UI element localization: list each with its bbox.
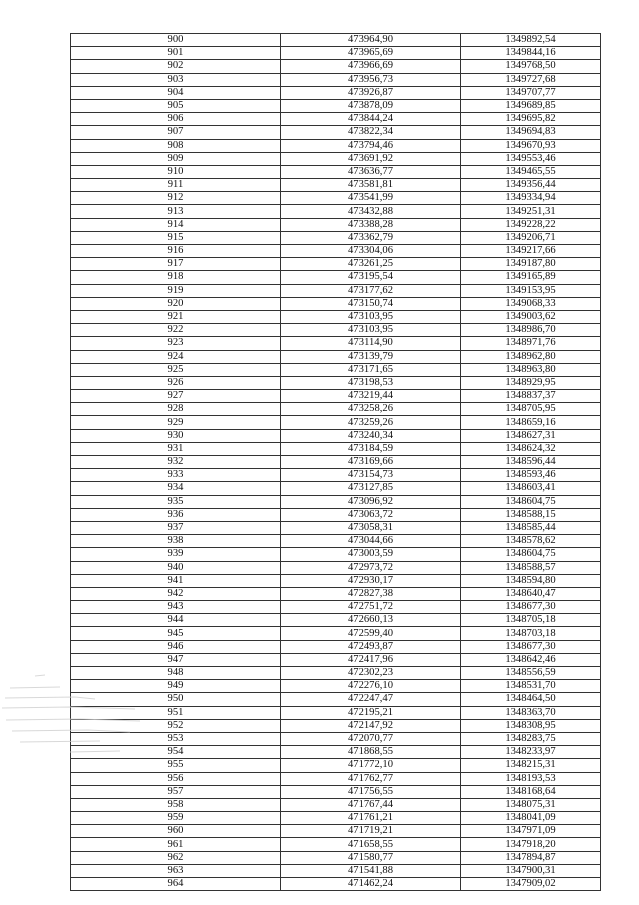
- y-coordinate-cell: 1348627,31: [461, 429, 601, 442]
- point-number-cell: 919: [71, 284, 281, 297]
- x-coordinate-cell: 473956,73: [281, 73, 461, 86]
- y-coordinate-cell: 1348963,80: [461, 363, 601, 376]
- y-coordinate-cell: 1348603,41: [461, 482, 601, 495]
- point-number-cell: 964: [71, 878, 281, 891]
- y-coordinate-cell: 1349217,66: [461, 245, 601, 258]
- x-coordinate-cell: 473581,81: [281, 179, 461, 192]
- y-coordinate-cell: 1349251,31: [461, 205, 601, 218]
- table-row: [71, 772, 601, 785]
- table-row: [71, 785, 601, 798]
- y-coordinate-cell: 1348464,50: [461, 693, 601, 706]
- x-coordinate-cell: 472660,13: [281, 614, 461, 627]
- table-row: [71, 614, 601, 627]
- table-row: [71, 680, 601, 693]
- x-coordinate-cell: 473044,66: [281, 535, 461, 548]
- y-coordinate-cell: 1348283,75: [461, 732, 601, 745]
- y-coordinate-cell: 1348588,15: [461, 508, 601, 521]
- x-coordinate-cell: 473822,34: [281, 126, 461, 139]
- table-row: [71, 456, 601, 469]
- point-number-cell: 956: [71, 772, 281, 785]
- point-number-cell: 929: [71, 416, 281, 429]
- table-row: [71, 390, 601, 403]
- y-coordinate-cell: 1348363,70: [461, 706, 601, 719]
- y-coordinate-cell: 1348215,31: [461, 759, 601, 772]
- x-coordinate-cell: 472070,77: [281, 732, 461, 745]
- point-number-cell: 904: [71, 86, 281, 99]
- x-coordinate-cell: 473114,90: [281, 337, 461, 350]
- point-number-cell: 907: [71, 126, 281, 139]
- x-coordinate-cell: 473150,74: [281, 297, 461, 310]
- y-coordinate-cell: 1348703,18: [461, 627, 601, 640]
- x-coordinate-cell: 473169,66: [281, 456, 461, 469]
- x-coordinate-cell: 473964,90: [281, 34, 461, 47]
- point-number-cell: 924: [71, 350, 281, 363]
- point-number-cell: 927: [71, 390, 281, 403]
- x-coordinate-cell: 471580,77: [281, 851, 461, 864]
- y-coordinate-cell: 1349844,16: [461, 47, 601, 60]
- x-coordinate-cell: 473432,88: [281, 205, 461, 218]
- point-number-cell: 945: [71, 627, 281, 640]
- table-row: [71, 403, 601, 416]
- table-row: [71, 878, 601, 891]
- table-row: [71, 297, 601, 310]
- table-row: [71, 482, 601, 495]
- x-coordinate-cell: 472195,21: [281, 706, 461, 719]
- table-row: [71, 165, 601, 178]
- x-coordinate-cell: 471658,55: [281, 838, 461, 851]
- x-coordinate-cell: 471772,10: [281, 759, 461, 772]
- point-number-cell: 955: [71, 759, 281, 772]
- table-row: [71, 548, 601, 561]
- y-coordinate-cell: 1348971,76: [461, 337, 601, 350]
- point-number-cell: 942: [71, 587, 281, 600]
- y-coordinate-cell: 1348604,75: [461, 495, 601, 508]
- y-coordinate-cell: 1348588,57: [461, 561, 601, 574]
- y-coordinate-cell: 1348659,16: [461, 416, 601, 429]
- table-row: [71, 798, 601, 811]
- table-row: [71, 508, 601, 521]
- x-coordinate-cell: 473844,24: [281, 113, 461, 126]
- table-row: [71, 640, 601, 653]
- y-coordinate-cell: 1348596,44: [461, 456, 601, 469]
- x-coordinate-cell: 473139,79: [281, 350, 461, 363]
- point-number-cell: 910: [71, 165, 281, 178]
- point-number-cell: 944: [71, 614, 281, 627]
- table-row: [71, 627, 601, 640]
- table-row: [71, 376, 601, 389]
- table-row: [71, 99, 601, 112]
- point-number-cell: 908: [71, 139, 281, 152]
- table-row: [71, 139, 601, 152]
- table-row: [71, 442, 601, 455]
- point-number-cell: 930: [71, 429, 281, 442]
- point-number-cell: 941: [71, 574, 281, 587]
- x-coordinate-cell: 473304,06: [281, 245, 461, 258]
- point-number-cell: 954: [71, 746, 281, 759]
- y-coordinate-cell: 1349553,46: [461, 152, 601, 165]
- x-coordinate-cell: 471462,24: [281, 878, 461, 891]
- y-coordinate-cell: 1348640,47: [461, 587, 601, 600]
- x-coordinate-cell: 471719,21: [281, 825, 461, 838]
- x-coordinate-cell: 471756,55: [281, 785, 461, 798]
- point-number-cell: 912: [71, 192, 281, 205]
- x-coordinate-cell: 473258,26: [281, 403, 461, 416]
- x-coordinate-cell: 473362,79: [281, 231, 461, 244]
- x-coordinate-cell: 473878,09: [281, 99, 461, 112]
- y-coordinate-cell: 1349228,22: [461, 218, 601, 231]
- y-coordinate-cell: 1348594,80: [461, 574, 601, 587]
- point-number-cell: 958: [71, 798, 281, 811]
- table-row: [71, 113, 601, 126]
- x-coordinate-cell: 471541,88: [281, 864, 461, 877]
- x-coordinate-cell: 473127,85: [281, 482, 461, 495]
- point-number-cell: 948: [71, 667, 281, 680]
- y-coordinate-cell: 1348578,62: [461, 535, 601, 548]
- x-coordinate-cell: 473096,92: [281, 495, 461, 508]
- x-coordinate-cell: 473195,54: [281, 271, 461, 284]
- table-row: [71, 192, 601, 205]
- y-coordinate-cell: 1348041,09: [461, 812, 601, 825]
- table-row: [71, 337, 601, 350]
- point-number-cell: 957: [71, 785, 281, 798]
- x-coordinate-cell: 473691,92: [281, 152, 461, 165]
- point-number-cell: 938: [71, 535, 281, 548]
- y-coordinate-cell: 1348593,46: [461, 469, 601, 482]
- y-coordinate-cell: 1348642,46: [461, 653, 601, 666]
- x-coordinate-cell: 473541,99: [281, 192, 461, 205]
- point-number-cell: 903: [71, 73, 281, 86]
- x-coordinate-cell: 473198,53: [281, 376, 461, 389]
- table-row: [71, 574, 601, 587]
- point-number-cell: 953: [71, 732, 281, 745]
- table-row: [71, 495, 601, 508]
- point-number-cell: 909: [71, 152, 281, 165]
- x-coordinate-cell: 472751,72: [281, 601, 461, 614]
- y-coordinate-cell: 1348624,32: [461, 442, 601, 455]
- table-row: [71, 47, 601, 60]
- x-coordinate-cell: 472973,72: [281, 561, 461, 574]
- x-coordinate-cell: 473219,44: [281, 390, 461, 403]
- x-coordinate-cell: 472417,96: [281, 653, 461, 666]
- table-row: [71, 284, 601, 297]
- table-row: [71, 350, 601, 363]
- point-number-cell: 917: [71, 258, 281, 271]
- table-row: [71, 73, 601, 86]
- x-coordinate-cell: 473636,77: [281, 165, 461, 178]
- point-number-cell: 937: [71, 521, 281, 534]
- y-coordinate-cell: 1349206,71: [461, 231, 601, 244]
- point-number-cell: 939: [71, 548, 281, 561]
- point-number-cell: 918: [71, 271, 281, 284]
- point-number-cell: 935: [71, 495, 281, 508]
- point-number-cell: 952: [71, 719, 281, 732]
- table-row: [71, 231, 601, 244]
- point-number-cell: 947: [71, 653, 281, 666]
- y-coordinate-cell: 1349068,33: [461, 297, 601, 310]
- point-number-cell: 936: [71, 508, 281, 521]
- x-coordinate-cell: 473103,95: [281, 324, 461, 337]
- point-number-cell: 961: [71, 838, 281, 851]
- y-coordinate-cell: 1348531,70: [461, 680, 601, 693]
- table-row: [71, 851, 601, 864]
- point-number-cell: 902: [71, 60, 281, 73]
- table-row: [71, 667, 601, 680]
- y-coordinate-cell: 1348677,30: [461, 640, 601, 653]
- x-coordinate-cell: 471868,55: [281, 746, 461, 759]
- table-row: [71, 732, 601, 745]
- y-coordinate-cell: 1348193,53: [461, 772, 601, 785]
- table-row: [71, 126, 601, 139]
- x-coordinate-cell: 471767,44: [281, 798, 461, 811]
- x-coordinate-cell: 472599,40: [281, 627, 461, 640]
- point-number-cell: 921: [71, 310, 281, 323]
- point-number-cell: 963: [71, 864, 281, 877]
- y-coordinate-cell: 1349892,54: [461, 34, 601, 47]
- point-number-cell: 913: [71, 205, 281, 218]
- y-coordinate-cell: 1347918,20: [461, 838, 601, 851]
- y-coordinate-cell: 1348556,59: [461, 667, 601, 680]
- table-row: [71, 825, 601, 838]
- point-number-cell: 925: [71, 363, 281, 376]
- point-number-cell: 960: [71, 825, 281, 838]
- x-coordinate-cell: 472930,17: [281, 574, 461, 587]
- y-coordinate-cell: 1349165,89: [461, 271, 601, 284]
- x-coordinate-cell: 471761,21: [281, 812, 461, 825]
- x-coordinate-cell: 472827,38: [281, 587, 461, 600]
- table-row: [71, 535, 601, 548]
- y-coordinate-cell: 1349003,62: [461, 310, 601, 323]
- x-coordinate-cell: 473154,73: [281, 469, 461, 482]
- point-number-cell: 922: [71, 324, 281, 337]
- table-row: [71, 416, 601, 429]
- point-number-cell: 923: [71, 337, 281, 350]
- point-number-cell: 959: [71, 812, 281, 825]
- table-row: [71, 812, 601, 825]
- point-number-cell: 915: [71, 231, 281, 244]
- y-coordinate-cell: 1348604,75: [461, 548, 601, 561]
- x-coordinate-cell: 473794,46: [281, 139, 461, 152]
- y-coordinate-cell: 1348986,70: [461, 324, 601, 337]
- point-number-cell: 934: [71, 482, 281, 495]
- coordinates-table-body: [71, 34, 601, 891]
- x-coordinate-cell: 472276,10: [281, 680, 461, 693]
- x-coordinate-cell: 472247,47: [281, 693, 461, 706]
- point-number-cell: 920: [71, 297, 281, 310]
- table-row: [71, 653, 601, 666]
- y-coordinate-cell: 1348929,95: [461, 376, 601, 389]
- y-coordinate-cell: 1347909,02: [461, 878, 601, 891]
- x-coordinate-cell: 473003,59: [281, 548, 461, 561]
- table-row: [71, 324, 601, 337]
- point-number-cell: 900: [71, 34, 281, 47]
- y-coordinate-cell: 1349707,77: [461, 86, 601, 99]
- y-coordinate-cell: 1349465,55: [461, 165, 601, 178]
- y-coordinate-cell: 1348962,80: [461, 350, 601, 363]
- y-coordinate-cell: 1348168,64: [461, 785, 601, 798]
- x-coordinate-cell: 473184,59: [281, 442, 461, 455]
- x-coordinate-cell: 473177,62: [281, 284, 461, 297]
- x-coordinate-cell: 473966,69: [281, 60, 461, 73]
- point-number-cell: 932: [71, 456, 281, 469]
- table-row: [71, 205, 601, 218]
- point-number-cell: 926: [71, 376, 281, 389]
- y-coordinate-cell: 1348308,95: [461, 719, 601, 732]
- point-number-cell: 905: [71, 99, 281, 112]
- x-coordinate-cell: 471762,77: [281, 772, 461, 785]
- y-coordinate-cell: 1349694,83: [461, 126, 601, 139]
- point-number-cell: 933: [71, 469, 281, 482]
- x-coordinate-cell: 472147,92: [281, 719, 461, 732]
- y-coordinate-cell: 1347894,87: [461, 851, 601, 864]
- point-number-cell: 943: [71, 601, 281, 614]
- point-number-cell: 916: [71, 245, 281, 258]
- y-coordinate-cell: 1349695,82: [461, 113, 601, 126]
- y-coordinate-cell: 1348705,95: [461, 403, 601, 416]
- x-coordinate-cell: 473171,65: [281, 363, 461, 376]
- table-row: [71, 864, 601, 877]
- table-row: [71, 271, 601, 284]
- y-coordinate-cell: 1349689,85: [461, 99, 601, 112]
- point-number-cell: 911: [71, 179, 281, 192]
- point-number-cell: 962: [71, 851, 281, 864]
- y-coordinate-cell: 1347900,31: [461, 864, 601, 877]
- point-number-cell: 940: [71, 561, 281, 574]
- y-coordinate-cell: 1348585,44: [461, 521, 601, 534]
- y-coordinate-cell: 1349334,94: [461, 192, 601, 205]
- point-number-cell: 906: [71, 113, 281, 126]
- y-coordinate-cell: 1349727,68: [461, 73, 601, 86]
- table-row: [71, 719, 601, 732]
- point-number-cell: 928: [71, 403, 281, 416]
- y-coordinate-cell: 1348705,18: [461, 614, 601, 627]
- y-coordinate-cell: 1349768,50: [461, 60, 601, 73]
- table-row: [71, 746, 601, 759]
- y-coordinate-cell: 1348677,30: [461, 601, 601, 614]
- y-coordinate-cell: 1349356,44: [461, 179, 601, 192]
- y-coordinate-cell: 1348075,31: [461, 798, 601, 811]
- table-row: [71, 521, 601, 534]
- x-coordinate-cell: 473926,87: [281, 86, 461, 99]
- table-row: [71, 218, 601, 231]
- table-row: [71, 258, 601, 271]
- x-coordinate-cell: 473103,95: [281, 310, 461, 323]
- x-coordinate-cell: 473965,69: [281, 47, 461, 60]
- y-coordinate-cell: 1349153,95: [461, 284, 601, 297]
- y-coordinate-cell: 1347971,09: [461, 825, 601, 838]
- table-row: [71, 693, 601, 706]
- table-row: [71, 469, 601, 482]
- coordinates-table: [70, 33, 601, 891]
- table-row: [71, 561, 601, 574]
- point-number-cell: 901: [71, 47, 281, 60]
- table-row: [71, 759, 601, 772]
- x-coordinate-cell: 473388,28: [281, 218, 461, 231]
- table-row: [71, 838, 601, 851]
- point-number-cell: 914: [71, 218, 281, 231]
- table-row: [71, 601, 601, 614]
- x-coordinate-cell: 473261,25: [281, 258, 461, 271]
- table-row: [71, 245, 601, 258]
- y-coordinate-cell: 1348233,97: [461, 746, 601, 759]
- x-coordinate-cell: 473058,31: [281, 521, 461, 534]
- y-coordinate-cell: 1349187,80: [461, 258, 601, 271]
- table-row: [71, 86, 601, 99]
- point-number-cell: 946: [71, 640, 281, 653]
- table-row: [71, 429, 601, 442]
- point-number-cell: 951: [71, 706, 281, 719]
- table-row: [71, 34, 601, 47]
- x-coordinate-cell: 472302,23: [281, 667, 461, 680]
- x-coordinate-cell: 473259,26: [281, 416, 461, 429]
- table-row: [71, 179, 601, 192]
- x-coordinate-cell: 473240,34: [281, 429, 461, 442]
- table-row: [71, 310, 601, 323]
- y-coordinate-cell: 1348837,37: [461, 390, 601, 403]
- table-row: [71, 152, 601, 165]
- table-row: [71, 706, 601, 719]
- table-row: [71, 363, 601, 376]
- x-coordinate-cell: 472493,87: [281, 640, 461, 653]
- table-row: [71, 60, 601, 73]
- x-coordinate-cell: 473063,72: [281, 508, 461, 521]
- point-number-cell: 949: [71, 680, 281, 693]
- point-number-cell: 950: [71, 693, 281, 706]
- y-coordinate-cell: 1349670,93: [461, 139, 601, 152]
- point-number-cell: 931: [71, 442, 281, 455]
- table-row: [71, 587, 601, 600]
